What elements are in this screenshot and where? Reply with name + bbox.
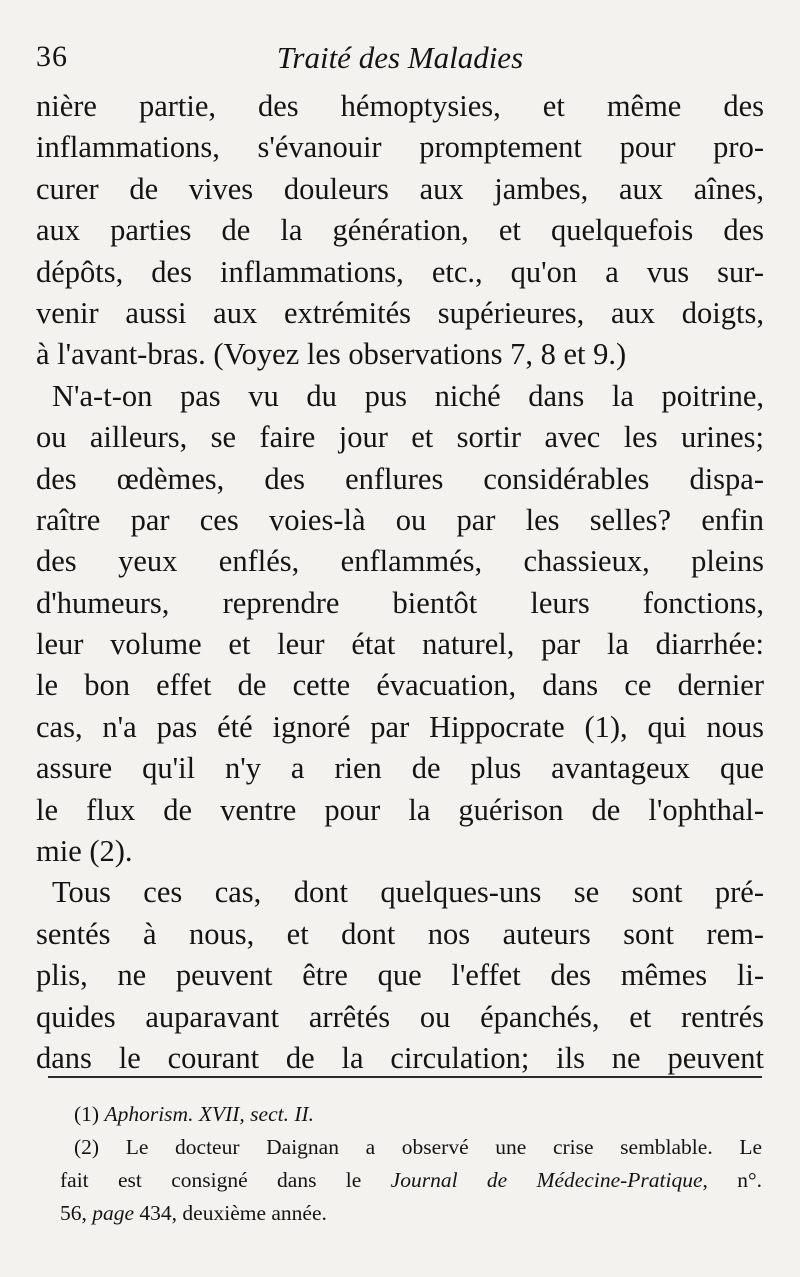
text-line: assure qu'il n'y a rien de plus avantageux que [36, 751, 764, 786]
journal-title: Journal de Médecine-Pratique [390, 1168, 703, 1192]
footnote-1 [60, 1098, 762, 1131]
running-title: Traité des Maladies [276, 40, 524, 75]
text-line: inflammations, s'évanouir promptement pour pro- [36, 130, 764, 165]
page-header [36, 40, 764, 84]
footnote-text: 56, [60, 1201, 93, 1225]
footnote-text: 434, deuxième année. [134, 1201, 327, 1225]
footnote-marker: (2) [74, 1135, 100, 1159]
text-line: dépôts, des inflammations, etc., qu'on a vus sur- [36, 254, 764, 289]
footnote-2-line-2 [60, 1164, 762, 1197]
footnotes [60, 1098, 762, 1230]
footnote-separator [48, 1076, 762, 1078]
text-line: des yeux enflés, enflammés, chassieux, pleins [36, 544, 764, 579]
paragraph-start-line: Tous ces cas, dont quelques-uns se sont pré- [52, 875, 764, 910]
text-line: quides auparavant arrêtés ou épanchés, et rentrés [36, 999, 764, 1034]
text-line: d'humeurs, reprendre bientôt leurs fonctions, [36, 585, 764, 620]
text-line: aux parties de la génération, et quelquefois des [36, 213, 764, 248]
text-line: des œdèmes, des enflures considérables dispa- [36, 461, 764, 496]
text-line: ou ailleurs, se faire jour et sortir avec les urines; [36, 420, 764, 455]
paragraph-start-line: N'a-t-on pas vu du pus niché dans la poitrine, [52, 378, 764, 413]
text-line: le bon effet de cette évacuation, dans ce dernier [36, 668, 764, 703]
text-line: à l'avant-bras. (Voyez les observations 7, 8 et 9.) [36, 337, 627, 372]
footnote-page-label: page [92, 1201, 135, 1225]
text-line: cas, n'a pas été ignoré par Hippocrate (1), qui nous [36, 709, 764, 744]
footnote-marker: (1) [74, 1102, 100, 1126]
footnote-2-line-1 [60, 1131, 762, 1164]
page-number: 36 [36, 40, 68, 73]
footnote-text: fait est consigné dans le [60, 1168, 391, 1192]
text-line: curer de vives douleurs aux jambes, aux aînes, [36, 171, 764, 206]
text-line: plis, ne peuvent être que l'effet des mêmes li- [36, 958, 764, 993]
text-line: dans le courant de la circulation; ils ne peuvent [36, 1040, 764, 1075]
footnote-text: , n°. [702, 1168, 762, 1192]
text-line: raître par ces voies-là ou par les selles? enfin [36, 502, 764, 537]
footnote-2-line-3 [60, 1197, 762, 1230]
body-text [36, 86, 764, 1079]
text-line: mie (2). [36, 834, 133, 869]
text-line: venir aussi aux extrémités supérieures, aux doigts, [36, 295, 764, 330]
footnote-text: Aphorism. XVII, sect. II. [104, 1102, 315, 1126]
text-line: le flux de ventre pour la guérison de l'ophthal- [36, 792, 764, 827]
footnote-text: Le docteur Daignan a observé une crise semblable. Le [125, 1135, 762, 1159]
text-line: nière partie, des hémoptysies, et même des [36, 89, 764, 123]
text-line: leur volume et leur état naturel, par la diarrhée: [36, 627, 764, 662]
text-line: sentés à nous, et dont nos auteurs sont rem- [36, 916, 764, 951]
